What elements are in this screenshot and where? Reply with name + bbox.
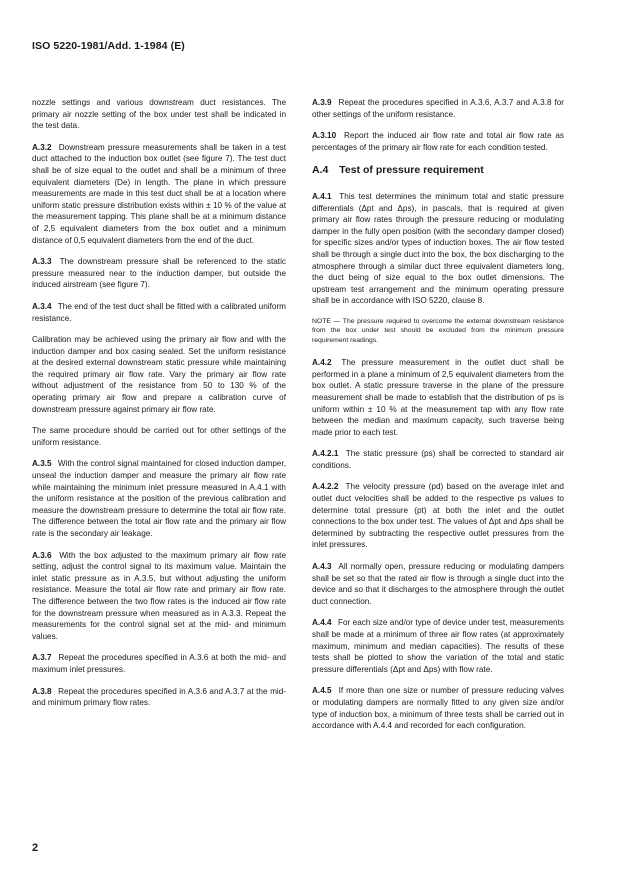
clause-text: Repeat the procedures specified in A.3.6 at both the mid- and maximum inlet pressures. (32, 653, 286, 674)
paragraph-calibration: Calibration may be achieved using the primary air flow and with the induction damper and box casing sealed. Set the uniform resistance at the desired external downstream static pressure while maintaining the required primary air flow rate. Vary the primary air flow rate without adjustment of the resistance from 50 to 130 % of the operating primary air flow and prepare a calibration curve of downstream pressure against primary air flow rate. (32, 335, 286, 414)
document-header: ISO 5220-1981/Add. 1-1984 (E) (32, 40, 185, 52)
clause-text: If more than one size or number of pressure reducing valves or modulating dampers are normally fitted to any given size and/or type of induction box, a minimum of three tests shall be carried out in accordance with A.4.4 and recorded for each configuration. (312, 686, 564, 731)
clause-a-3-4 (32, 301, 286, 324)
clause-a-4-4 (312, 617, 564, 675)
clause-a-4-2-1 (312, 448, 564, 471)
right-column (312, 97, 564, 742)
paragraph-same-procedure: The same procedure should be carried out for other settings of the uniform resistance. (32, 426, 286, 447)
clause-number: A.3.4 (32, 301, 52, 311)
clause-text: The downstream pressure shall be referenced to the static pressure measured near to the induction damper, but outside the induced airstream (see figure 7). (32, 257, 286, 290)
clause-text: The velocity pressure (pd) based on the average inlet and outlet duct velocities shall be added to the respective ps values to determine total pressure (pt) at both the inlet and the outlet connections to the box under test. The values of Δpt and Δps shall be determined by subtracting the respective outlet pressures from the inlet pressures. (312, 482, 564, 550)
section-heading-a-4 (312, 165, 564, 177)
clause-text: The pressure measurement in the outlet duct shall be performed in a plane a minimum of 2,5 equivalent diameters from the box outlet. A static pressure traverse in the plane of the pressure measurement shall be made to establish that the distribution of ps is uniform within ± 10 % at the measurement tap with any flow rate between the median and maximum capacity, such traverse being made prior to each test. (312, 358, 564, 437)
clause-a-4-5 (312, 685, 564, 731)
clause-a-3-2 (32, 142, 286, 246)
clause-text: All normally open, pressure reducing or modulating dampers shall be set so that the rated air flow is through a single duct into the device and so that it discharges to the atmosphere through the outlet duct connection. (312, 562, 565, 606)
clause-number: A.4.1 (312, 191, 332, 201)
clause-text: Repeat the procedures specified in A.3.6, A.3.7 and A.3.8 for other settings of the uniform resistance. (312, 98, 564, 119)
clause-a-3-10 (312, 130, 564, 153)
clause-number: A.3.6 (32, 550, 52, 560)
clause-a-3-5 (32, 458, 286, 539)
clause-number: A.4.3 (312, 562, 332, 572)
clause-number: A.3.2 (32, 142, 52, 152)
clause-text: The end of the test duct shall be fitted with a calibrated uniform resistance. (32, 301, 286, 323)
clause-a-4-2 (312, 357, 564, 438)
clause-a-4-2-2 (312, 481, 564, 551)
clause-text: Repeat the procedures specified in A.3.6 and A.3.7 at the mid- and minimum primary flow rates. (32, 686, 286, 708)
clause-number: A.4.2.2 (312, 482, 339, 492)
clause-text: With the box adjusted to the maximum primary air flow rate setting, adjust the control signal to its maximum value. Maintain the inlet static pressure as in A.3.5, but without adjusting the uniform resistance. Measure the total air flow rate and primary air flow rate. The difference between the two flow rates is the induced air flow rate for the downstream pressure when measured as in A.3.3. Repeat the measurements for the control signal set at the mid- and minimum values. (32, 550, 286, 641)
paragraph-continuation: nozzle settings and various downstream duct resistances. The primary air nozzle setting of the box under test shall be indicated in the test data. (32, 98, 286, 131)
section-title: Test of pressure requirement (339, 164, 484, 177)
page-number: 2 (32, 842, 39, 854)
clause-number: A.3.9 (312, 98, 332, 107)
left-column (32, 97, 286, 719)
clause-text: With the control signal maintained for closed induction damper, unseal the induction damper and measure the primary air flow rate while maintaining the minimum inlet pressure measured in A.4.1 with the uniform resistance at the position of the previous calibration and measure the downstream pressure to determine the total air flow rate. The difference between the total air flow rate and the primary air flow rate is the secondary air leakage. (32, 459, 286, 538)
clause-number: A.3.5 (32, 459, 52, 469)
note: NOTE — The pressure required to overcome the external downstream resistance from the box under test should be excluded from the minimum pressure requirement readings. (312, 317, 564, 344)
clause-a-3-8 (32, 686, 286, 709)
clause-a-3-7 (32, 652, 286, 675)
clause-number: A.4.4 (312, 618, 332, 628)
clause-a-3-9 (312, 97, 564, 120)
clause-number: A.4.2.1 (312, 449, 339, 459)
clause-number: A.4.5 (312, 686, 332, 696)
clause-text: Report the induced air flow rate and total air flow rate as percentages of the primary air flow rate for each condition tested. (312, 131, 564, 152)
clause-number: A.3.3 (32, 257, 52, 267)
clause-a-3-6 (32, 550, 286, 643)
clause-a-4-3 (312, 561, 564, 607)
clause-a-4-1 (312, 191, 564, 307)
clause-number: A.3.10 (312, 131, 337, 141)
clause-text: For each size and/or type of device under test, measurements shall be made at a minimum of three air flow rates (at approximately maximum, minimum and median capacities). The results of these tests shall be plotted to show the variation of the total and static pressure differentials (Δpt and Δps) with flow rate. (312, 618, 564, 674)
clause-text: The static pressure (ps) shall be corrected to standard air conditions. (312, 449, 564, 470)
clause-text: This test determines the minimum total and static pressure differentials (Δpt and Δps), in pascals, that is required at given primary air flow rates through the pressure reducing or modulating damper in the fully open position (with the secondary damper closed) for specific sizes and/or types of induction boxes. The air flow tested shall be through a single duct into the box, the box discharging to the atmosphere through a similar duct three equivalent diameters long, the duct being of size equal to the box outlet dimensions. The upstream test arrangement and the minimum operating pressure shall be in accordance with ISO 5220, clause 8. (312, 191, 564, 306)
clause-number: A.4.2 (312, 358, 332, 368)
clause-number: A.3.7 (32, 653, 52, 663)
section-number: A.4 (312, 164, 329, 177)
clause-text: Downstream pressure measurements shall be taken in a test duct attached to the induction box outlet (see figure 7). The test duct shall be of size equal to the outlet and shall be a minimum of three equivalent diameters (De) in length. The plane in which pressure measurements are made in this test duct shall be at a location where uniform static pressure distribution exists within ± 10 % of the value at the measurement tapping. This plane shall be at a minimum distance of 2,5 equivalent diameters from the box outlet and a minimum distance of 0,5 equivalent diameters from the end of the duct. (32, 142, 286, 245)
clause-a-3-3 (32, 256, 286, 291)
clause-number: A.3.8 (32, 686, 52, 696)
